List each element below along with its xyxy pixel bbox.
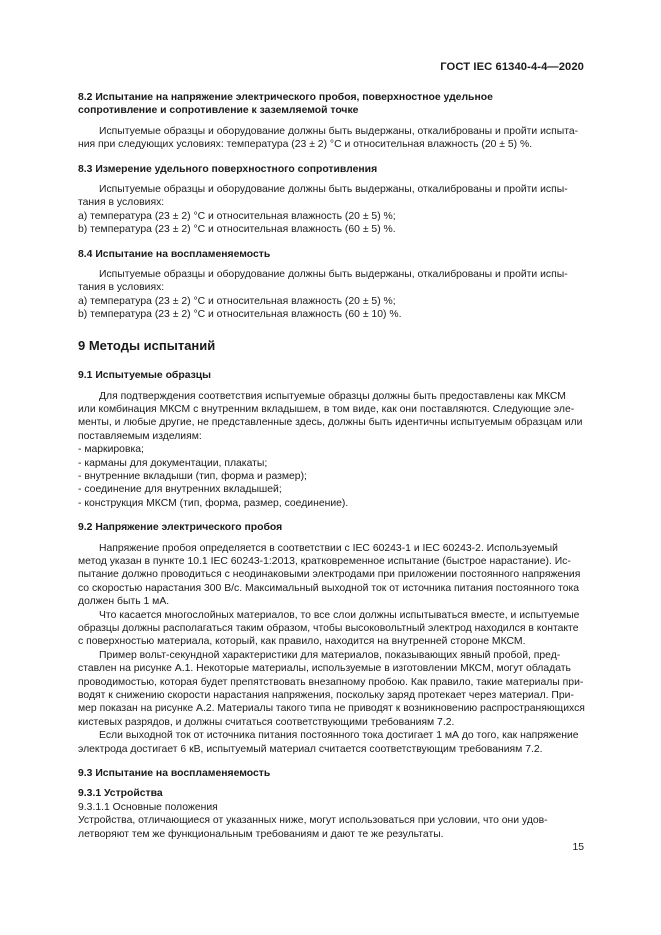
section-9-2-p3-line: Пример вольт-секундной характеристики для материалов, показывающих явный пробой, пред- [99, 649, 561, 661]
section-8-2-title-line1: 8.2 Испытание на напряжение электрического пробоя, поверхностное удельное [78, 92, 493, 103]
list-item: - внутренние вкладыши (тип, форма и размер); [78, 470, 307, 482]
section-9-2-p2-line: образцы должны располагаться таким образом, чтобы высоковольтный электрод находился в контакте [78, 623, 579, 634]
section-9-2-p1-line: метод указан в пункте 10.1 IEC 60243-1:2013, кратковременное испытание (быстрое нарастание). Ис- [78, 555, 571, 567]
section-9-1-line4: поставляемым изделиям: [78, 430, 202, 442]
section-9-3-1-1-line2: летворяют тем же функциональным требованиям и дают те же результаты. [78, 828, 444, 840]
section-9-1-title: 9.1 Испытуемые образцы [78, 370, 212, 382]
section-9-2-p1-line: со скоростью нарастания 300 В/с. Максимальный выходной ток от источника питания постоянного тока [78, 582, 580, 594]
document-body [78, 91, 585, 841]
section-9-3-1-1-line1: Устройства, отличающиеся от указанных ниже, могут использоваться при условии, что они удов- [78, 815, 548, 827]
page-number: 15 [572, 842, 584, 853]
section-8-2-title-line2: сопротивление и сопротивление к заземляемой точке [78, 105, 359, 117]
section-8-4-title: 8.4 Испытание на воспламеняемость [78, 248, 271, 260]
section-9-title: 9 Методы испытаний [78, 337, 216, 353]
section-8-3-item-a: а) температура (23 ± 2) °С и относительная влажность (20 ± 5) %; [78, 210, 396, 222]
list-item: - конструкция МКСМ (тип, форма, размер, соединение). [78, 497, 349, 509]
section-9-2-p1-line: должен быть 1 мА. [78, 596, 170, 608]
section-9-2-p3-line: мер показан на рисунке А.2. Материалы такого типа не приводят к возникновению распространяющихся [78, 703, 585, 715]
section-9-3-1-1-title: 9.3.1.1 Основные положения [78, 801, 218, 813]
section-9-2-p1-line: Напряжение пробоя определяется в соответствии с IEC 60243-1 и IEC 60243-2. Используемый [99, 542, 558, 554]
section-9-2-p3-line: ставлен на рисунке А.1. Некоторые материалы, используемые в изготовлении МКСМ, могут обладать [78, 663, 571, 675]
section-9-2-p3-line: кистевых разрядов, и должны считаться соответствующими требованиям 7.2. [78, 716, 455, 728]
section-9-2-p4-line: Если выходной ток от источника питания постоянного тока достигает 1 мА до того, как напряжение [99, 730, 579, 742]
section-8-4-text-line1: Испытуемые образцы и оборудование должны быть выдержаны, откалиброваны и пройти испы- [99, 269, 568, 281]
section-8-3-text-line1: Испытуемые образцы и оборудование должны быть выдержаны, откалиброваны и пройти испы- [99, 184, 568, 196]
section-9-1-line1: Для подтверждения соответствия испытуемые образцы должны быть предоставлены как МКСМ [99, 390, 566, 402]
section-9-1-line3: менты, и любые другие, не представленные здесь, должны быть идентичны испытуемым образцам или [78, 417, 583, 429]
section-8-3-text-line2: тания в условиях: [78, 197, 165, 209]
section-8-3-title: 8.3 Измерение удельного поверхностного сопротивления [78, 163, 378, 175]
section-8-4-text-line2: тания в условиях: [78, 282, 165, 294]
section-9-2-title: 9.2 Напряжение электрического пробоя [78, 522, 283, 534]
section-8-4-item-b: b) температура (23 ± 2) °С и относительная влажность (60 ± 10) %. [78, 309, 402, 321]
section-9-3-title: 9.3 Испытание на воспламеняемость [78, 768, 271, 780]
section-8-2-text-line2: ния при следующих условиях: температура (23 ± 2) °С и относительная влажность (20 ± 5) %. [78, 139, 533, 151]
section-9-3-1-title: 9.3.1 Устройства [78, 788, 163, 800]
list-item: - соединение для внутренних вкладышей; [78, 484, 282, 496]
section-9-2-p4-line: электрода достигает 6 кВ, испытуемый материал считается соответствующим требованиям 7.2. [78, 743, 543, 755]
list-item: - маркировка; [78, 444, 144, 456]
section-9-1-line2: или комбинация МКСМ с внутренним вкладышем, в том виде, как они поставляются. Следующие эле- [78, 403, 575, 415]
section-9-2-p2-line: Что касается многослойных материалов, то все слои должны испытываться вместе, и испытуемые [99, 609, 580, 621]
document-header: ГОСТ IEC 61340-4-4—2020 [440, 61, 584, 73]
section-8-2-text-line1: Испытуемые образцы и оборудование должны быть выдержаны, откалиброваны и пройти испыта- [99, 125, 579, 137]
section-9-2-p1-line: пытание должно проводиться с неодинаковыми электродами при приложении постоянного напряжения [78, 569, 581, 581]
list-item: - карманы для документации, плакаты; [78, 457, 268, 469]
section-9-2-p3-line: водят к снижению скорости нарастания напряжения, поскольку заряд протекает через материал. При- [78, 690, 574, 702]
section-8-3-item-b: b) температура (23 ± 2) °С и относительная влажность (60 ± 5) %. [78, 224, 396, 236]
section-8-4-item-a: а) температура (23 ± 2) °С и относительная влажность (20 ± 5) %; [78, 295, 396, 307]
section-9-2-p3-line: проводимостью, которая будет препятствовать внезапному пробою. Как правило, такие материалы при- [78, 676, 584, 688]
section-9-2-p2-line: с поверхностью материала, который, как правило, находится на внутренней стороне МКСМ. [78, 636, 526, 648]
